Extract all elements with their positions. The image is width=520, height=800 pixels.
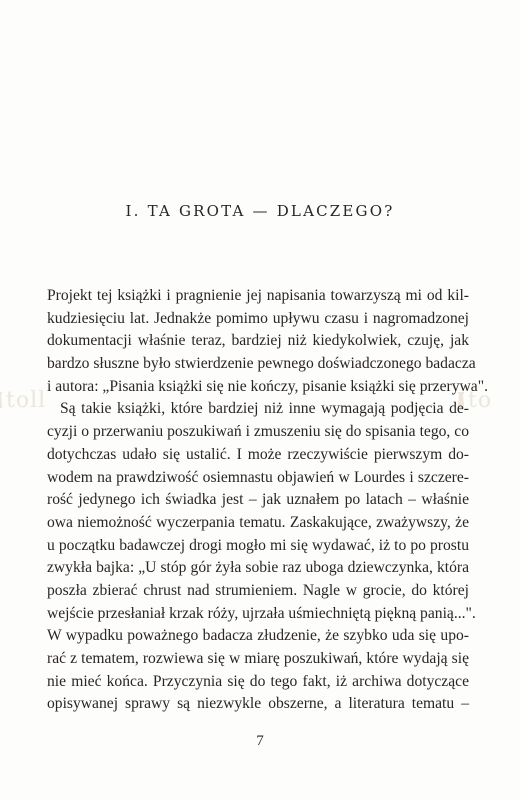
text-line: opisywanej sprawy są niezwykle obszerne, a literatura tematu – [47, 695, 469, 713]
text-line: Projekt tej książki i pragnienie jej napisania towarzyszą mi od kil- [47, 287, 469, 304]
text-line: bardzo słuszne było stwierdzenie pewnego doświadczonego badacza [47, 355, 476, 373]
text-line: Są takie książki, które bardziej niż inne wymagają podjęcia de- [60, 400, 469, 418]
text-line: poszła zbierać chrust nad strumieniem. Nagle w grocie, do której [47, 581, 469, 599]
text-line: cyzji o przerwaniu poszukiwań i zmuszeniu się do spisania tego, co [47, 423, 469, 441]
text-line: wejście przesłaniał krzak róży, ujrzała uśmiechniętą piękną panią...". [47, 604, 476, 622]
text-line: owa niemożność wyczerpania tematu. Zaskakujące, zważywszy, że [47, 513, 469, 531]
text-line: W wypadku poważnego badacza złudzenie, że szybko uda się upo- [47, 627, 469, 645]
text-line: kudziesięciu lat. Jednakże pomimo upływu czasu i nagromadzonej [47, 309, 469, 327]
lighthouse-icon [0, 391, 4, 409]
text-line: nie mieć końca. Przyczynia się do tego fakt, iż archiwa dotyczące [47, 672, 469, 690]
text-line: u początku badawczej drogi mogło mi się wydawać, iż to po prostu [47, 536, 469, 554]
text-line: wodem na prawdziwość osiemnastu objawień w Lourdes i szczere- [47, 468, 469, 486]
text-line: rość jedynego ich świadka jest – jak uznałem po latach – właśnie [47, 491, 469, 509]
text-line: rać z tematem, rozwiewa się w miarę poszukiwań, które wydają się [47, 650, 469, 667]
text-line: dotychczas udało się ustalić. I może rzeczywiście pierwszym do- [47, 445, 469, 463]
watermark-left [0, 388, 46, 413]
watermark-right-text: to [468, 388, 493, 413]
page-number: 7 [256, 733, 264, 749]
watermark-left-text: toll [6, 388, 47, 413]
text-line: zwykła bajka: „U stóp gór żyła sobie raz uboga dziewczynka, która [47, 559, 469, 577]
text-line: dokumentacji właśnie teraz, bardziej niż kiedykolwiek, czuję, jak [47, 332, 469, 350]
chapter-title: I. TA GROTA — DLACZEGO? [125, 202, 395, 220]
body-text [47, 285, 488, 716]
text-line: i autora: „Pisania książki się nie kończy, pisanie książki się przerywa". [47, 377, 488, 395]
